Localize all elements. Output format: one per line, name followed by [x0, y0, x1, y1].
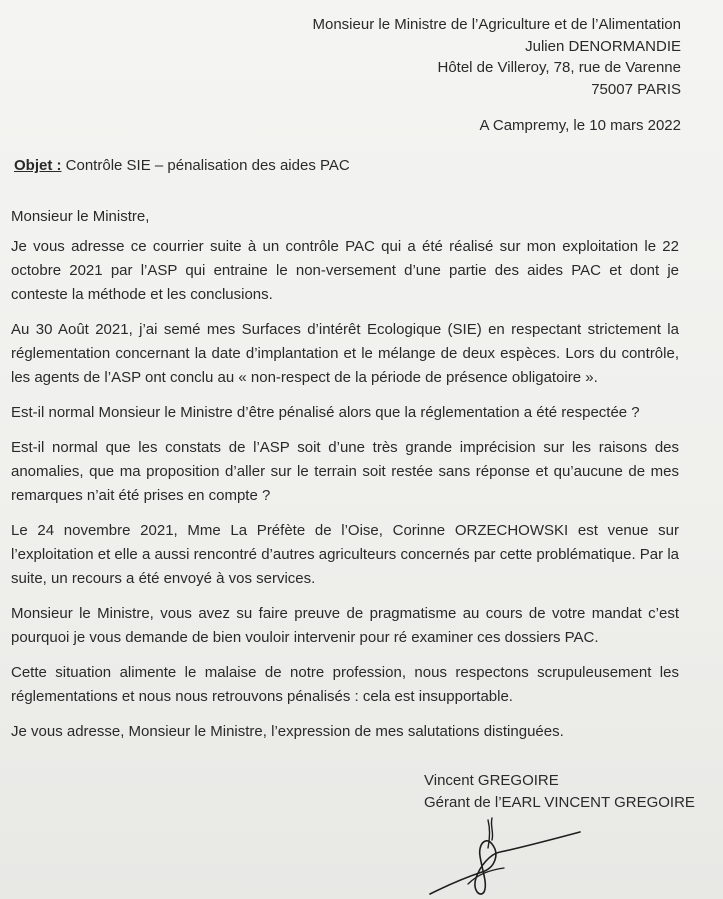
body-paragraph: Je vous adresse ce courrier suite à un contrôle PAC qui a été réalisé sur mon exploitation le 22 octobre 2021 par l’ASP qui entraine le non-versement d’une partie des aides PAC et dont je conteste la méthode et les conclusions. [11, 238, 679, 303]
body-paragraph: Le 24 novembre 2021, Mme La Préfète de l’Oise, Corinne ORZECHOWSKI est venue sur l’exploitation et elle a aussi rencontré d’autres agriculteurs concernés par cette problématique. Par la suite, un recours a été envoyé à vos services. [11, 522, 679, 587]
signature-block [424, 770, 695, 814]
place-date: A Campremy, le 10 mars 2022 [479, 117, 681, 134]
subject-label: Objet : [14, 157, 62, 174]
subject-line [14, 157, 350, 174]
signer-name: Vincent GREGOIRE [424, 772, 559, 789]
body-paragraph: Je vous adresse, Monsieur le Ministre, l’expression de mes salutations distinguées. [11, 723, 564, 740]
recipient-line: Monsieur le Ministre de l’Agriculture et de l’Alimentation [312, 16, 681, 33]
recipient-address [313, 14, 682, 100]
handwritten-signature [420, 814, 590, 899]
salutation: Monsieur le Ministre, [11, 208, 150, 225]
recipient-line: Julien DENORMANDIE [525, 37, 681, 55]
body-paragraph: Monsieur le Ministre, vous avez su faire preuve de pragmatisme au cours de votre mandat c’est pourquoi je vous demande de bien vouloir intervenir pour ré examiner ces dossiers PAC. [11, 605, 679, 646]
body-paragraph: Est-il normal que les constats de l’ASP soit d’une très grande imprécision sur les raisons des anomalies, que ma proposition d’aller sur le terrain soit restée sans réponse et qu’aucune de mes remarques n’ait été prises en compte ? [11, 439, 679, 504]
recipient-line: Hôtel de Villeroy, 78, rue de Varenne [437, 59, 681, 76]
subject-text: Contrôle SIE – pénalisation des aides PAC [61, 157, 350, 174]
body-paragraph: Au 30 Août 2021, j’ai semé mes Surfaces d’intérêt Ecologique (SIE) en respectant strictement la réglementation concernant la date d’implantation et le mélange de deux espèces. Lors du contrôle, les agents de l’ASP ont conclu au « non-respect de la période de présence obligatoire ». [11, 321, 679, 386]
signer-title: Gérant de l’EARL VINCENT GREGOIRE [424, 794, 695, 811]
body-paragraph: Est-il normal Monsieur le Ministre d’être pénalisé alors que la réglementation a été respectée ? [11, 404, 640, 421]
recipient-line: 75007 PARIS [591, 80, 681, 98]
body-paragraph: Cette situation alimente le malaise de notre profession, nous respectons scrupuleusement les réglementations et nous nous retrouvons pénalisés : cela est insupportable. [11, 664, 679, 705]
letter-body [11, 235, 679, 755]
